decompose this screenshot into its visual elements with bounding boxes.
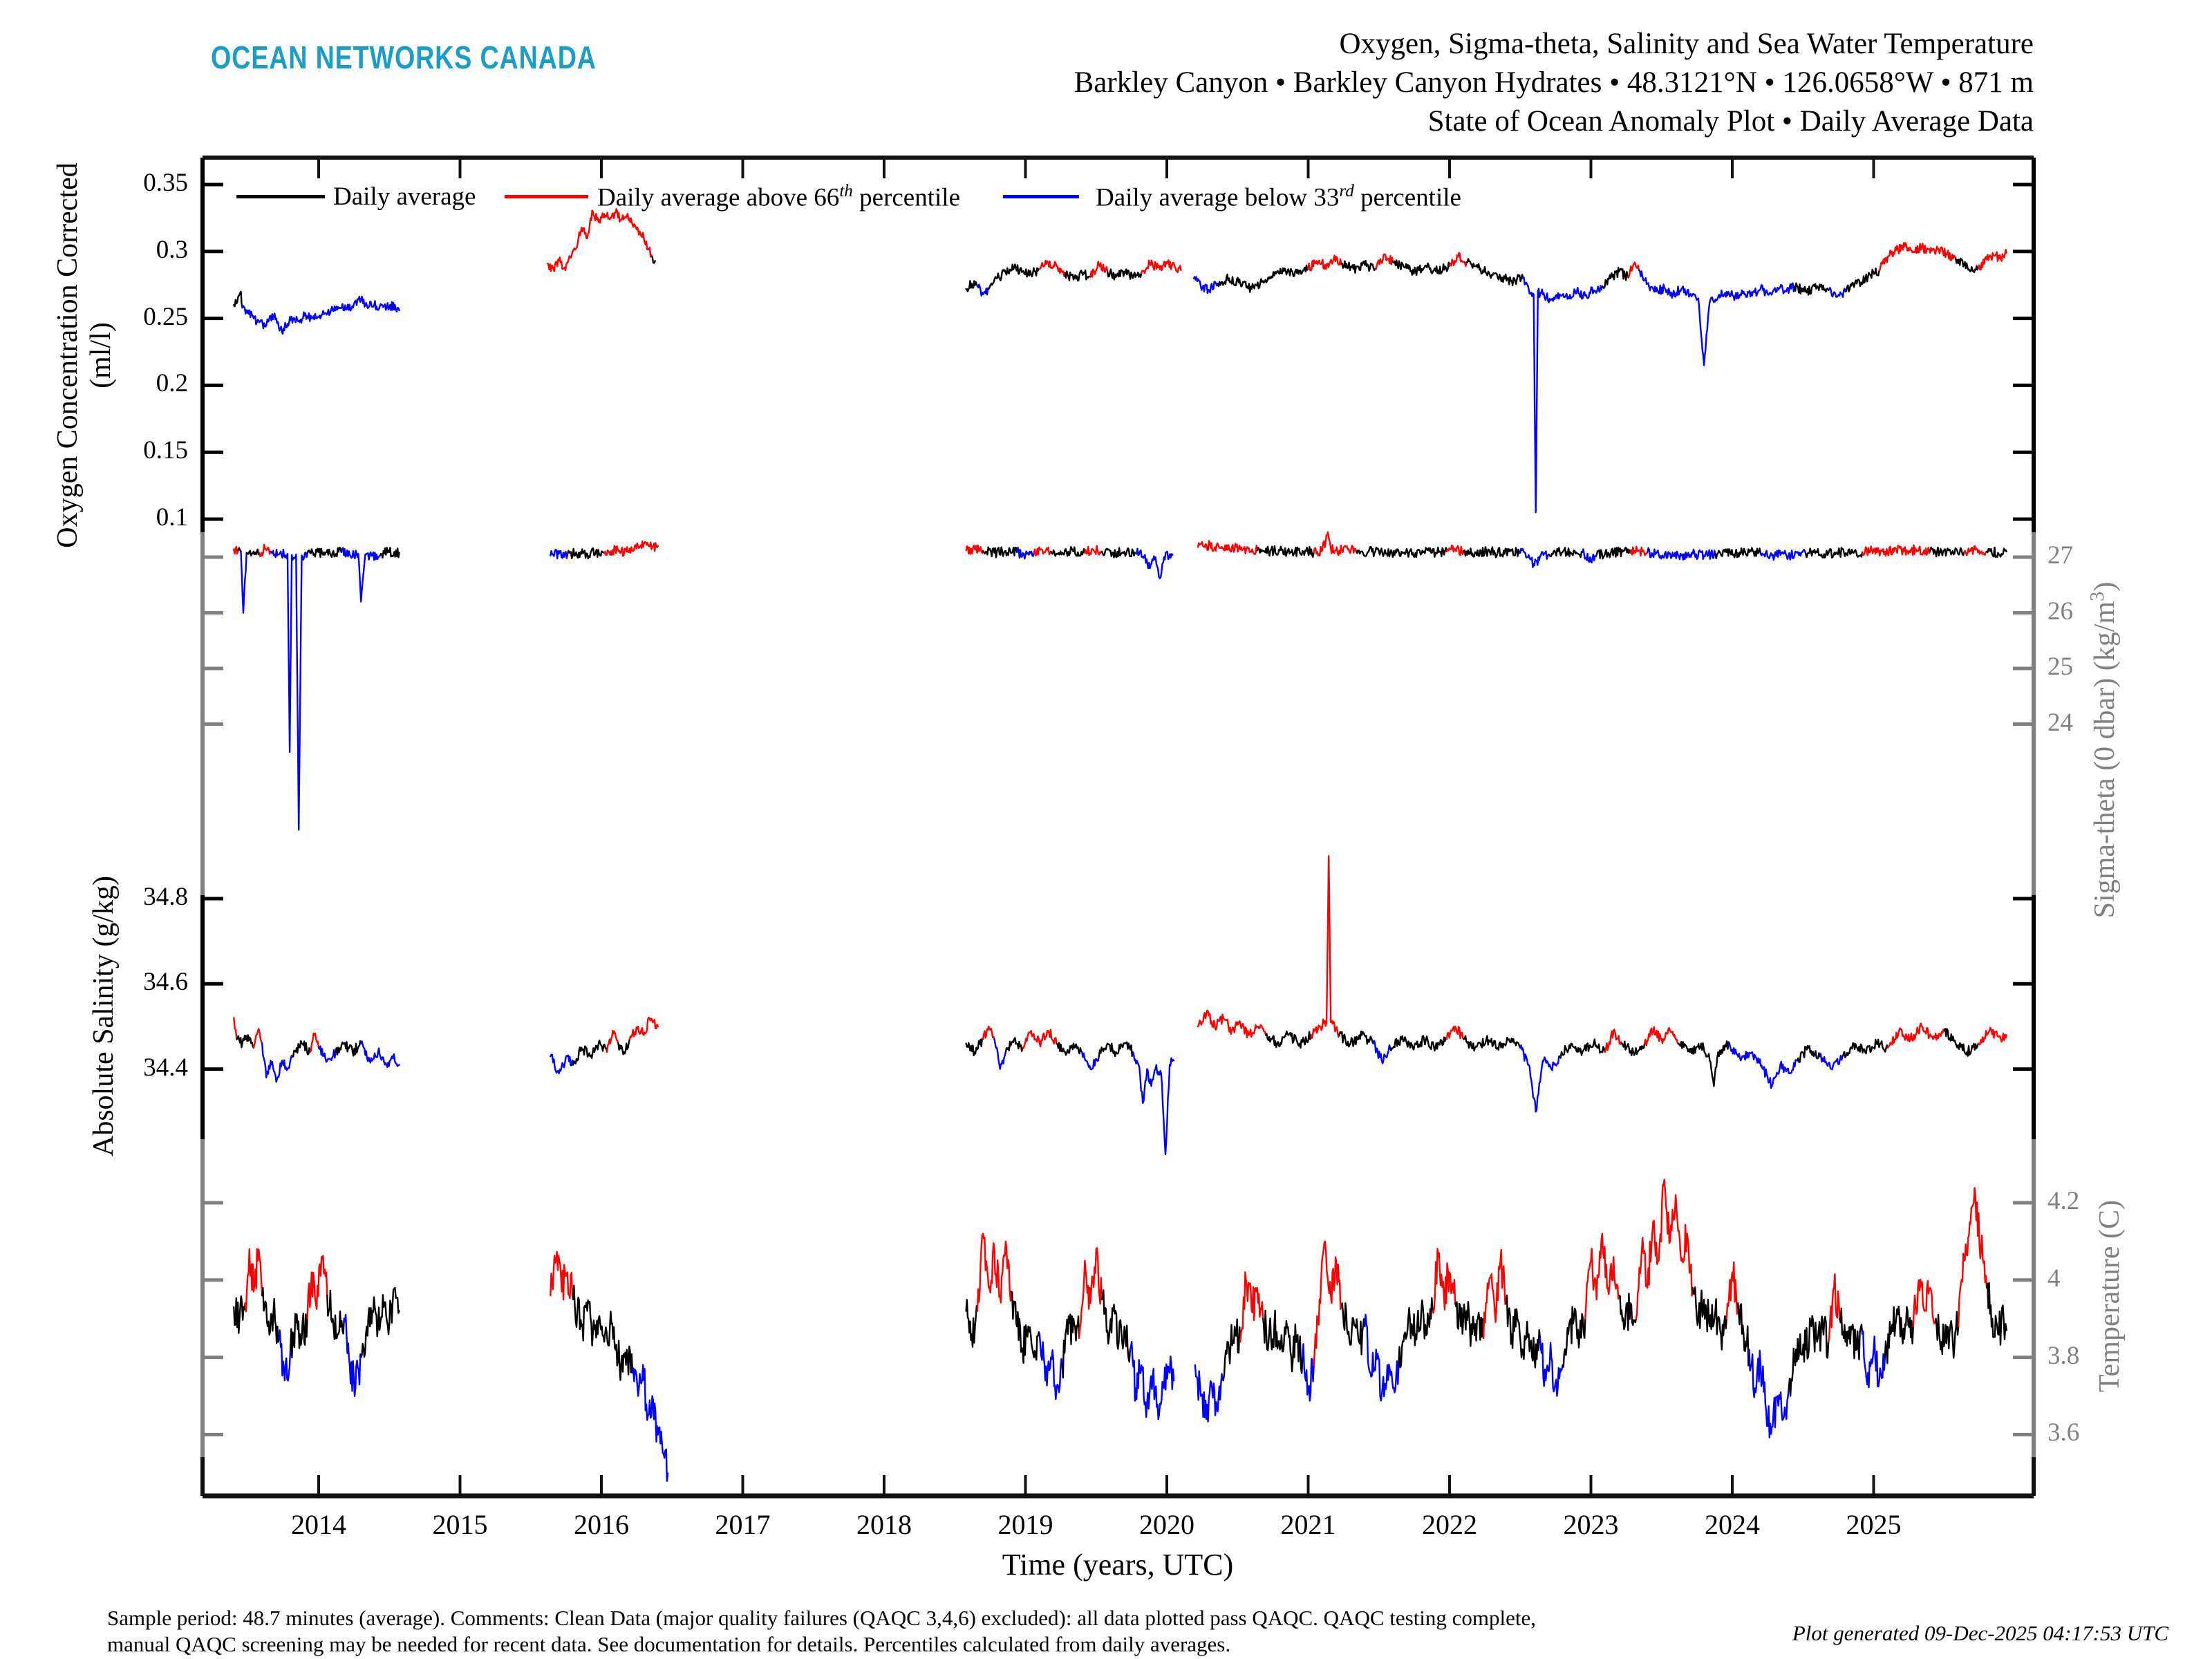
salinity-series-black (293, 1041, 310, 1056)
salinity-series-black (1678, 1041, 1730, 1086)
temperature-series-black (1224, 1320, 1241, 1381)
x-tick-label: 2019 (997, 1509, 1053, 1540)
temperature-series-red (1958, 1188, 1987, 1327)
temperature-series-black (1693, 1287, 1727, 1349)
temperature-series-black (966, 1300, 977, 1347)
oxygen-series-black (1065, 270, 1091, 281)
salinity-series-black (1057, 1043, 1082, 1056)
x-axis-label: Time (years, UTC) (1002, 1548, 1234, 1582)
salinity-series-black (1340, 1031, 1374, 1047)
temperature-tick-label: 4.2 (2047, 1187, 2080, 1215)
oxygen-series-red (1376, 254, 1394, 269)
salinity-series-red (310, 1033, 319, 1052)
salinity-series-blue (1133, 1052, 1174, 1154)
salinity-series-blue (1082, 1052, 1099, 1069)
temperature-series-black (1455, 1302, 1483, 1346)
x-tick-label: 2025 (1846, 1509, 1902, 1540)
temperature-series-black (234, 1296, 245, 1333)
oxygen-series-red (1450, 253, 1467, 266)
temperature-series-blue (1862, 1331, 1885, 1387)
sigma_theta-series-red (1034, 547, 1051, 556)
onc-logo: OCEAN NETWORKS CANADA (211, 39, 597, 75)
salinity-series-black (336, 1041, 362, 1056)
sigma_theta-series-blue (1520, 549, 1548, 568)
sigma_theta-tick-label: 24 (2047, 708, 2073, 737)
salinity-series-red (983, 1027, 994, 1040)
temperature-series-red (1585, 1234, 1619, 1319)
oxygen-tick-label: 0.35 (143, 169, 188, 197)
salinity-series-blue (1820, 1053, 1843, 1069)
legend-label-daily-average: Daily average (333, 182, 476, 211)
temperature-series-black (1563, 1307, 1586, 1367)
oxygen-tick-label: 0.1 (156, 503, 188, 532)
salinity-series-black (1944, 1029, 1978, 1056)
temperature-series-red (1727, 1262, 1738, 1319)
salinity-series-black (1797, 1046, 1820, 1062)
oxygen-tick-label: 0.15 (143, 436, 188, 465)
sigma_theta-series-blue (550, 550, 568, 559)
oxygen-series-black (1218, 265, 1309, 292)
oxygen-axis-label (51, 162, 118, 547)
oxygen-series-black (1467, 259, 1524, 285)
plot-title (444, 25, 2034, 141)
title-line-3: State of Ocean Anomaly Plot • Daily Average Data (1427, 105, 2034, 138)
oxygen-series-blue (977, 285, 988, 296)
legend-line-above-66th (505, 195, 588, 198)
sigma_theta-series-blue (271, 550, 308, 830)
temperature-series-red (1913, 1280, 1936, 1327)
sigma_theta-series-black (381, 547, 400, 558)
salinity-series-blue (995, 1039, 1006, 1069)
salinity-series-red (1198, 1011, 1266, 1038)
oxygen-series-blue (243, 297, 400, 334)
temperature-series-red (1828, 1274, 1839, 1342)
salinity-series-red (1888, 1024, 1944, 1048)
salinity-series-black (1622, 1042, 1645, 1056)
temperature-series-black (1062, 1314, 1080, 1378)
sigma_theta-series-black (1463, 547, 1520, 557)
temperature-series-blue (632, 1365, 668, 1481)
sigma_theta-series-red (1964, 546, 1987, 555)
temperature-series-red (1240, 1272, 1263, 1342)
temperature-series-black (1789, 1316, 1828, 1396)
salinity-series-black (1099, 1042, 1133, 1056)
temperature-series-blue (279, 1330, 290, 1380)
oxygen-series-black (1107, 270, 1141, 280)
x-tick-label: 2014 (291, 1509, 346, 1540)
footer-line-2: manual QAQC screening may be needed for recent data. See documentation for details. Percentiles calculated from daily averages. (107, 1632, 1231, 1656)
sigma_theta-series-black (1257, 546, 1314, 557)
sigma_theta-series-black (1987, 547, 2007, 557)
salinity-series-red (254, 1029, 262, 1048)
sigma_theta-series-black (1051, 547, 1085, 556)
salinity-series-red (1644, 1027, 1678, 1046)
temperature-series-black (327, 1291, 344, 1339)
salinity-series-red (630, 1018, 658, 1039)
temperature-series-red (308, 1256, 328, 1319)
sigma_theta-series-red (966, 545, 984, 554)
temperature-series-black (1619, 1293, 1636, 1330)
x-tick-label: 2018 (856, 1509, 912, 1540)
oxygen-tick-label: 0.25 (143, 302, 188, 331)
salinity-series-black (236, 1035, 254, 1048)
oxygen-axis-label-line1: Oxygen Concentration Corrected (52, 162, 84, 548)
temperature-series-black (1102, 1290, 1130, 1362)
salinity-series-red (1022, 1029, 1056, 1048)
oxygen-series-red (1091, 262, 1108, 277)
salinity-series-blue (1730, 1044, 1797, 1089)
salinity-series-red (607, 1031, 618, 1052)
temperature-tick-label: 3.6 (2047, 1418, 2080, 1447)
salinity-series-black (573, 1040, 607, 1065)
temperature-series-red (1433, 1248, 1456, 1313)
temperature-series-red (1314, 1241, 1342, 1365)
temperature-series-blue (1750, 1349, 1789, 1437)
x-tick-label: 2015 (432, 1509, 488, 1540)
x-tick-label: 2016 (574, 1509, 629, 1540)
salinity-series-blue (361, 1041, 399, 1067)
sigma_theta-series-black (1716, 548, 1761, 559)
oxygen-series-red (1040, 261, 1065, 276)
temperature-tick-label: 3.8 (2047, 1341, 2080, 1370)
x-tick-label: 2024 (1705, 1509, 1760, 1540)
oxygen-series-black (1342, 261, 1376, 273)
oxygen-series-black (966, 281, 977, 291)
sigma_theta-series-blue (1017, 547, 1034, 559)
temperature-series-red (1636, 1180, 1693, 1319)
temperature-series-red (977, 1234, 1011, 1311)
salinity-series-red (234, 1018, 236, 1040)
oxygen-series-red (1628, 263, 1639, 278)
salinity-tick-label: 34.4 (143, 1053, 188, 1082)
temperature-series-black (1011, 1292, 1040, 1363)
temperature-series-black (1936, 1312, 1959, 1358)
x-tick-label: 2017 (715, 1509, 771, 1540)
sigma_theta-tick-label: 25 (2047, 653, 2073, 681)
sigma_theta-series-blue (1647, 548, 1715, 560)
sigma_theta-series-red (1314, 532, 1356, 556)
salinity-series-blue (550, 1055, 573, 1074)
footer-line-1: Sample period: 48.7 minutes (average). Comments: Clean Data (major quality failures (QAQC 3,4,6) excluded): all data plotted pass QAQC. QAQC testing complete, (107, 1606, 1537, 1630)
salinity-series-black (1560, 1039, 1605, 1058)
temperature-series-red (245, 1249, 263, 1312)
legend-label-above-66th: Daily average above 66th percentile (597, 182, 960, 212)
salinity-series-black (1006, 1038, 1023, 1052)
salinity-series-red (1605, 1029, 1622, 1052)
salinity-series-black (966, 1038, 984, 1056)
title-line-1: Oxygen, Sigma-theta, Salinity and Sea Water Temperature (1339, 28, 2034, 60)
oxygen-series-black (1846, 268, 1880, 292)
oxygen-series-black (1956, 259, 1978, 272)
sigma_theta-series-black (983, 547, 1017, 558)
salinity-series-black (1463, 1036, 1520, 1051)
sigma_theta-series-black (1930, 547, 1964, 556)
oxygen-series-black (1794, 283, 1828, 295)
oxygen-tick-label: 0.2 (156, 369, 188, 398)
sigma_theta-tick-label: 26 (2047, 597, 2073, 626)
temperature-series-black (290, 1313, 308, 1358)
legend-label-below-33rd: Daily average below 33rd percentile (1096, 182, 1461, 212)
salinity-series-black (1266, 1031, 1311, 1048)
temperature-series-black (1839, 1309, 1862, 1360)
temperature-series-black (1263, 1311, 1302, 1374)
temperature-series-blue (1540, 1338, 1563, 1396)
oxygen-series-blue (1194, 277, 1218, 294)
sigma_theta-series-blue (1761, 550, 1806, 560)
salinity-series-black (1390, 1036, 1447, 1051)
sigma_theta-series-black (247, 550, 259, 556)
temperature-series-red (550, 1252, 573, 1300)
oxygen-tick-label: 0.3 (156, 235, 188, 264)
salinity-series-blue (1520, 1045, 1559, 1112)
temperature-series-black (361, 1288, 399, 1358)
temperature-series-black (1342, 1303, 1365, 1354)
temperature-series-blue (1040, 1334, 1062, 1399)
temperature-series-black (1506, 1295, 1540, 1368)
sigma_theta-series-blue (1136, 549, 1172, 579)
temperature-series-black (573, 1286, 632, 1380)
sigma_theta-series-black (308, 547, 341, 557)
sigma_theta-series-red (1198, 541, 1257, 554)
salinity-series-red (1447, 1027, 1464, 1040)
sigma_theta-series-red (604, 541, 658, 556)
sigma_theta-series-red (1631, 547, 1648, 556)
temperature-series-red (1483, 1250, 1506, 1338)
sigma_theta-series-red (1862, 545, 1930, 556)
temperature-axis-label: Temperature (C) (2094, 1199, 2126, 1393)
salinity-tick-label: 34.8 (143, 883, 188, 911)
temperature-series-blue (1130, 1342, 1174, 1419)
temperature-tick-label: 4 (2047, 1264, 2061, 1293)
sigma_theta-series-black (1597, 547, 1631, 559)
salinity-series-black (1843, 1040, 1888, 1058)
legend-line-daily-average (236, 195, 325, 198)
salinity-series-red (1978, 1028, 2007, 1044)
salinity-axis-label: Absolute Salinity (g/kg) (88, 876, 120, 1156)
sigma_theta-series-blue (1582, 549, 1597, 563)
oxygen-series-black (234, 292, 242, 308)
footer-comments (107, 1605, 1536, 1658)
salinity-series-blue (319, 1047, 336, 1062)
temperature-series-blue (1195, 1365, 1224, 1422)
temperature-series-blue (1365, 1315, 1398, 1401)
salinity-series-blue (262, 1044, 293, 1082)
plot-generated-timestamp: Plot generated 09-Dec-2025 04:17:53 UTC (1792, 1621, 2168, 1645)
oxygen-series-red (1880, 243, 1956, 270)
oxygen-series-blue (1639, 270, 1794, 366)
temperature-series-red (1079, 1248, 1102, 1338)
temperature-series-black (262, 1288, 279, 1343)
temperature-series-black (1885, 1306, 1913, 1363)
x-tick-label: 2022 (1422, 1509, 1477, 1540)
sigma_theta-series-red (259, 545, 270, 556)
x-tick-label: 2020 (1139, 1509, 1194, 1540)
temperature-series-blue (344, 1315, 362, 1396)
temperature-series-black (1987, 1283, 2007, 1345)
oxygen-series-black (1393, 261, 1450, 275)
sigma-theta-axis-label: Sigma-theta (0 dbar) $(kg/m^3)$ (2087, 581, 2121, 919)
sigma_theta-series-black (1548, 547, 1582, 557)
temperature-series-blue (1302, 1344, 1313, 1400)
x-tick-label: 2023 (1563, 1509, 1619, 1540)
sigma_theta-series-red (1447, 545, 1464, 555)
sigma_theta-series-blue (341, 548, 381, 602)
oxygen-series-red (1309, 256, 1342, 271)
title-line-2: Barkley Canyon • Barkley Canyon Hydrates • 48.3121°N • 126.0658°W • 871 m (1074, 66, 2034, 99)
sigma_theta-series-red (1085, 546, 1102, 555)
temperature-series-black (1398, 1298, 1432, 1368)
oxygen-series-red (1141, 260, 1181, 273)
oxygen-axis-label-line2: (ml/l) (85, 322, 117, 388)
legend-line-below-33rd (1003, 195, 1079, 198)
sigma_theta-series-black (1102, 548, 1136, 558)
sigma_theta-series-black (1356, 547, 1447, 557)
oxygen-series-blue (1523, 277, 1602, 512)
oxygen-series-red (547, 209, 652, 271)
oxygen-series-black (1602, 268, 1628, 288)
sigma_theta-tick-label: 27 (2047, 541, 2073, 570)
oxygen-series-blue (1828, 288, 1846, 297)
temperature-series-black (1738, 1303, 1749, 1365)
sigma_theta-series-black (1806, 548, 1862, 558)
sigma_theta-series-black (568, 548, 604, 559)
salinity-series-black (619, 1039, 630, 1054)
oxygen-series-black (653, 257, 655, 263)
x-tick-label: 2021 (1280, 1509, 1336, 1540)
salinity-series-red (1311, 856, 1340, 1038)
oxygen-series-black (988, 265, 1040, 290)
salinity-tick-label: 34.6 (143, 968, 188, 997)
oxygen-series-red (1978, 250, 2007, 270)
sigma_theta-series-blue (241, 552, 247, 613)
salinity-series-blue (1374, 1041, 1391, 1064)
